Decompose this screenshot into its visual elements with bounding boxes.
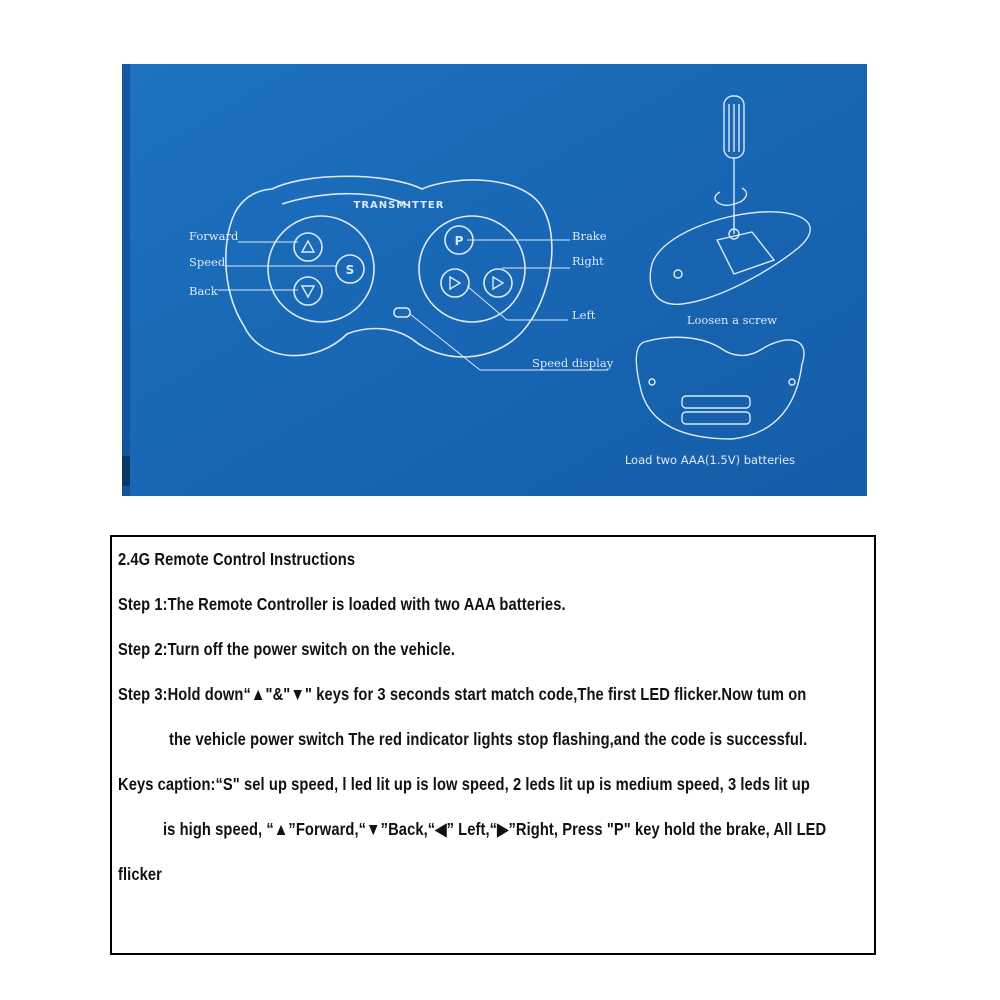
keys-caption: Keys caption:“S" sel up speed, l led lit up is low speed, 2 leds lit up is medium speed, 3 leds lit up — [118, 774, 810, 794]
step-1: Step 1:The Remote Controller is loaded with two AAA batteries. — [118, 594, 566, 614]
product-box-photo — [122, 64, 867, 496]
keys-caption-end: flicker — [118, 864, 162, 884]
brake-button-letter: P — [454, 234, 464, 248]
battery-caption: Load two AAA(1.5V) batteries — [624, 453, 796, 467]
step-2: Step 2:Turn off the power switch on the vehicle. — [118, 639, 455, 659]
step-3: Step 3:Hold down“▲"&"▼" keys for 3 seconds start match code,The first LED flicker.Now tum on — [118, 684, 807, 704]
instructions-title: 2.4G Remote Control Instructions — [118, 549, 356, 569]
left-label: Left — [572, 308, 596, 322]
loosen-caption: Loosen a screw — [686, 313, 778, 327]
box-illustration — [122, 64, 867, 496]
instructions-panel — [110, 535, 876, 955]
forward-label: Forward — [189, 229, 239, 243]
transmitter-label: TRANSMITTER — [353, 200, 445, 211]
box-surface — [122, 64, 867, 496]
brake-label: Brake — [572, 229, 607, 243]
right-label: Right — [572, 254, 604, 268]
step-3-continued: the vehicle power switch The red indicator lights stop flashing,and the code is successful. — [169, 729, 808, 749]
speed-button-letter: S — [345, 263, 355, 277]
speed-display-label: Speed display — [532, 356, 614, 370]
back-label: Back — [189, 284, 218, 298]
keys-caption-continued: is high speed, “▲”Forward,“▼”Back,“◀” Left,“▶”Right, Press "P" key hold the brake, All LED — [163, 819, 827, 839]
speed-label: Speed — [189, 255, 226, 269]
